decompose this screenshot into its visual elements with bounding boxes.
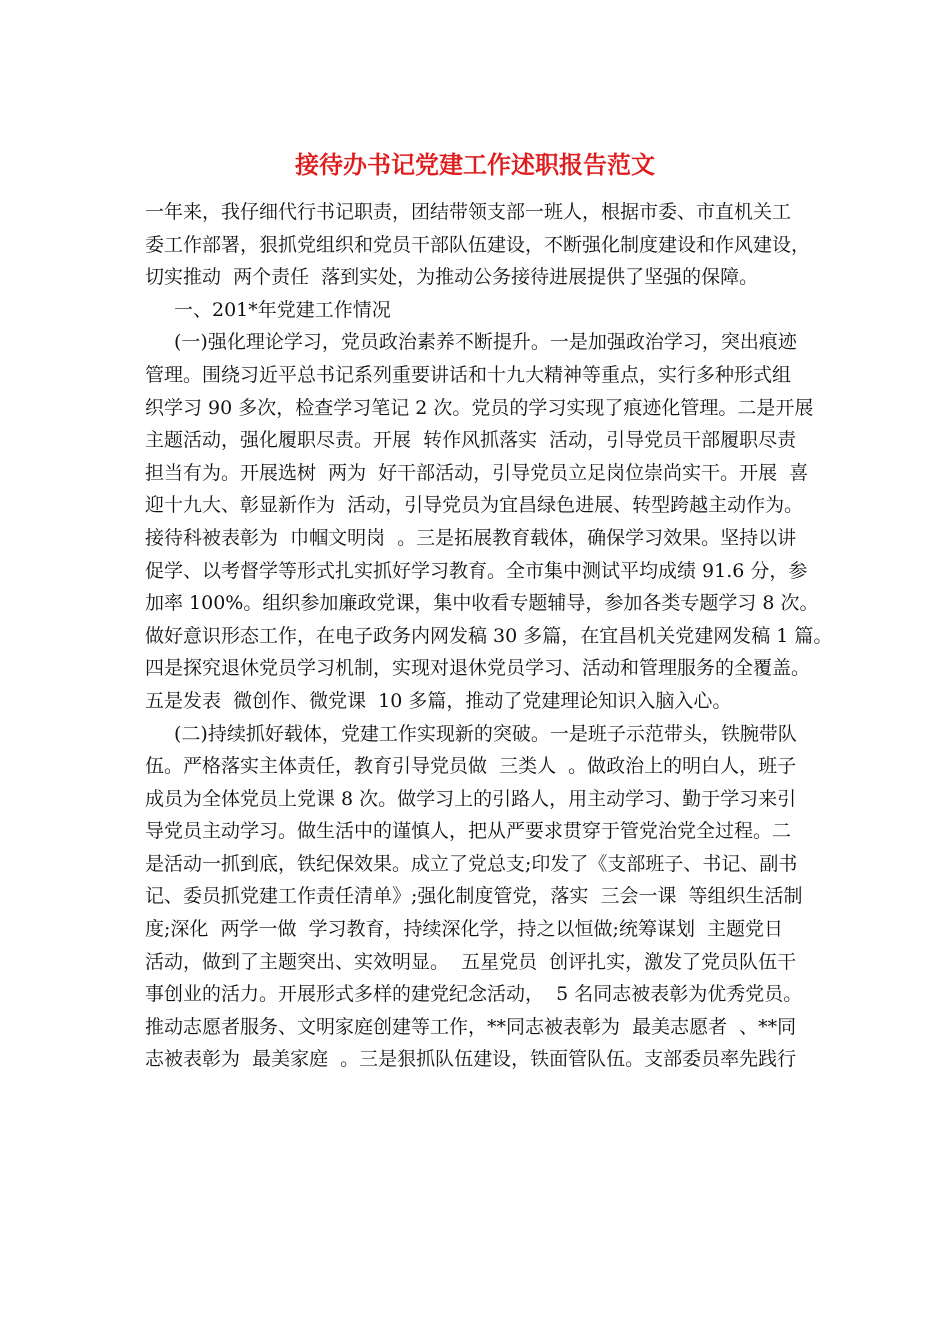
body-line: 事创业的活力。开展形式多样的建党纪念活动， 5 名同志被表彰为优秀党员。 [145,983,803,1006]
document-title: 接待办书记党建工作述职报告范文 [295,150,655,179]
body-line: 接待科被表彰为 巾帼文明岗 。三是拓展教育载体，确保学习效果。坚持以讲 [145,526,797,549]
body-line: 迎十九大、彰显新作为 活动，引导党员为宜昌绿色进展、转型跨越主动作为。 [145,494,804,517]
document-body [145,196,833,1076]
body-line: 委工作部署，狠抓党组织和党员干部队伍建设，不断强化制度建设和作风建设， [145,233,811,256]
body-line: 度;深化 两学一做 学习教育，持续深化学，持之以恒做;统筹谋划 主题党日 [145,918,784,941]
body-line: 活动，做到了主题突出、实效明显。 五星党员 创评扎实，激发了党员队伍干 [145,950,797,973]
body-line: 一、201*年党建工作情况 [174,298,391,321]
body-line: 加率 100%。组织参加廉政党课，集中收看专题辅导，参加各类专题学习 8 次。 [145,592,819,615]
body-line: 是活动一抓到底，铁纪保效果。成立了党总支;印发了《支部班子、书记、副书 [145,852,798,875]
body-line: 成员为全体党员上党课 8 次。做学习上的引路人，用主动学习、勤于学习来引 [145,787,797,810]
body-line: 促学、以考督学等形式扎实抓好学习教育。全市集中测试平均成绩 91.6 分，参 [145,559,808,582]
body-line: 管理。围绕习近平总书记系列重要讲话和十九大精神等重点，实行多种形式组 [145,363,792,386]
body-line: 做好意识形态工作，在电子政务内网发稿 30 多篇，在宜昌机关党建网发稿 1 篇。 [145,624,833,647]
body-line: 四是探究退休党员学习机制，实现对退休党员学习、活动和管理服务的全覆盖。 [145,657,811,680]
body-line: 五是发表 微创作、微党课 10 多篇，推动了党建理论知识入脑入心。 [145,689,732,712]
body-line: 担当有为。开展选树 两为 好干部活动，引导党员立足岗位崇尚实干。开展 喜 [145,461,809,484]
body-line: 切实推动 两个责任 落到实处，为推动公务接待进展提供了坚强的保障。 [145,266,759,289]
body-line: (一)强化理论学习，党员政治素养不断提升。一是加强政治学习，突出痕迹 [174,331,797,354]
body-line: 织学习 90 多次，检查学习笔记 2 次。党员的学习实现了痕迹化管理。二是开展 [145,396,814,419]
body-line: 导党员主动学习。做生活中的谨慎人，把从严要求贯穿于管党治党全过程。二 [145,820,792,843]
body-line: (二)持续抓好载体，党建工作实现新的突破。一是班子示范带头，铁腕带队 [174,722,797,745]
body-line: 一年来，我仔细代行书记职责，团结带领支部一班人，根据市委、市直机关工 [145,201,792,223]
body-line: 志被表彰为 最美家庭 。三是狠抓队伍建设，铁面管队伍。支部委员率先践行 [145,1048,797,1071]
body-line: 记、委员抓党建工作责任清单》;强化制度管党，落实 三会一课 等组织生活制 [145,885,803,908]
body-line: 主题活动，强化履职尽责。开展 转作风抓落实 活动，引导党员干部履职尽责 [145,429,797,452]
body-line: 伍。严格落实主体责任，教育引导党员做 三类人 。做政治上的明白人，班子 [145,755,797,778]
body-line: 推动志愿者服务、文明家庭创建等工作，**同志被表彰为 最美志愿者 、**同 [145,1015,797,1038]
